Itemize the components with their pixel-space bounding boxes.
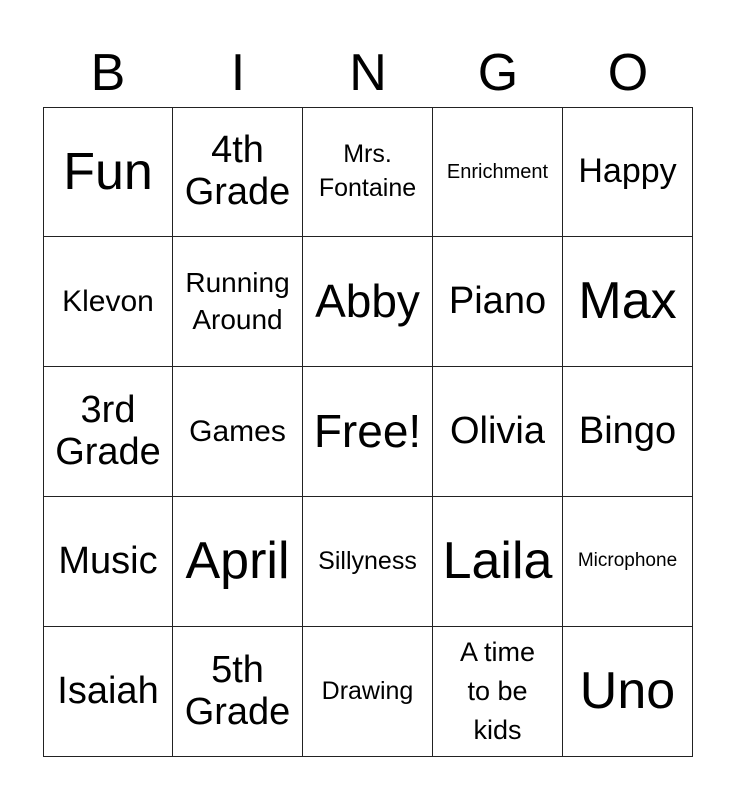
bingo-cell[interactable]: [563, 497, 693, 627]
header-letter-b: B: [90, 44, 126, 102]
bingo-cell[interactable]: [303, 107, 433, 237]
cell-text: Fun: [63, 142, 153, 201]
header-letter-i: I: [230, 44, 246, 102]
bingo-cell[interactable]: [563, 107, 693, 237]
cell-text: Drawing: [321, 676, 414, 705]
bingo-cell[interactable]: [173, 107, 303, 237]
cell-text: Sillyness: [318, 546, 417, 575]
bingo-cell[interactable]: [173, 237, 303, 367]
cell-text: Olivia: [449, 409, 546, 452]
cell-text: 3rd Grade: [55, 388, 161, 473]
bingo-cell[interactable]: [43, 237, 173, 367]
header-letter-g: G: [477, 44, 519, 102]
bingo-cell[interactable]: [43, 367, 173, 497]
bingo-cell[interactable]: [433, 627, 563, 757]
bingo-cell[interactable]: [173, 367, 303, 497]
bingo-cell[interactable]: [433, 107, 563, 237]
bingo-cell[interactable]: [303, 497, 433, 627]
header-letter-o: O: [607, 44, 649, 102]
cell-text: Uno: [579, 662, 676, 721]
bingo-cell[interactable]: [433, 237, 563, 367]
cell-text: Running Around: [185, 267, 290, 335]
cell-text: Games: [189, 414, 286, 448]
cell-text: Piano: [448, 279, 547, 322]
cell-text: A time to be kids: [459, 636, 536, 746]
bingo-cell[interactable]: [43, 497, 173, 627]
bingo-cell[interactable]: [433, 497, 563, 627]
cell-text: Max: [578, 272, 677, 331]
cell-text: Abby: [315, 275, 420, 328]
free-space-text: Free!: [313, 405, 422, 458]
bingo-cell[interactable]: [173, 627, 303, 757]
cell-text: Microphone: [577, 550, 678, 572]
bingo-cell[interactable]: [43, 627, 173, 757]
cell-text: Bingo: [578, 409, 677, 452]
header-letter-n: N: [349, 44, 387, 102]
cell-text: Klevon: [62, 284, 154, 318]
cell-text: 5th Grade: [184, 648, 291, 733]
cell-text: Laila: [442, 532, 553, 591]
bingo-cell[interactable]: [563, 237, 693, 367]
cell-text: Happy: [578, 152, 677, 191]
bingo-cell[interactable]: [303, 367, 433, 497]
cell-text: Mrs. Fontaine: [318, 140, 417, 202]
bingo-grid: [43, 107, 693, 757]
bingo-cell[interactable]: [43, 107, 173, 237]
cell-text: 4th Grade: [184, 129, 291, 213]
cell-text: Music: [58, 539, 158, 582]
cell-text: Isaiah: [57, 669, 159, 712]
bingo-header: [43, 40, 693, 106]
bingo-cell[interactable]: [433, 367, 563, 497]
bingo-cell[interactable]: [563, 627, 693, 757]
cell-text: April: [185, 532, 290, 591]
bingo-cell[interactable]: [563, 367, 693, 497]
bingo-cell[interactable]: [303, 237, 433, 367]
cell-text: Enrichment: [446, 161, 549, 183]
bingo-cell[interactable]: [303, 627, 433, 757]
bingo-cell[interactable]: [173, 497, 303, 627]
